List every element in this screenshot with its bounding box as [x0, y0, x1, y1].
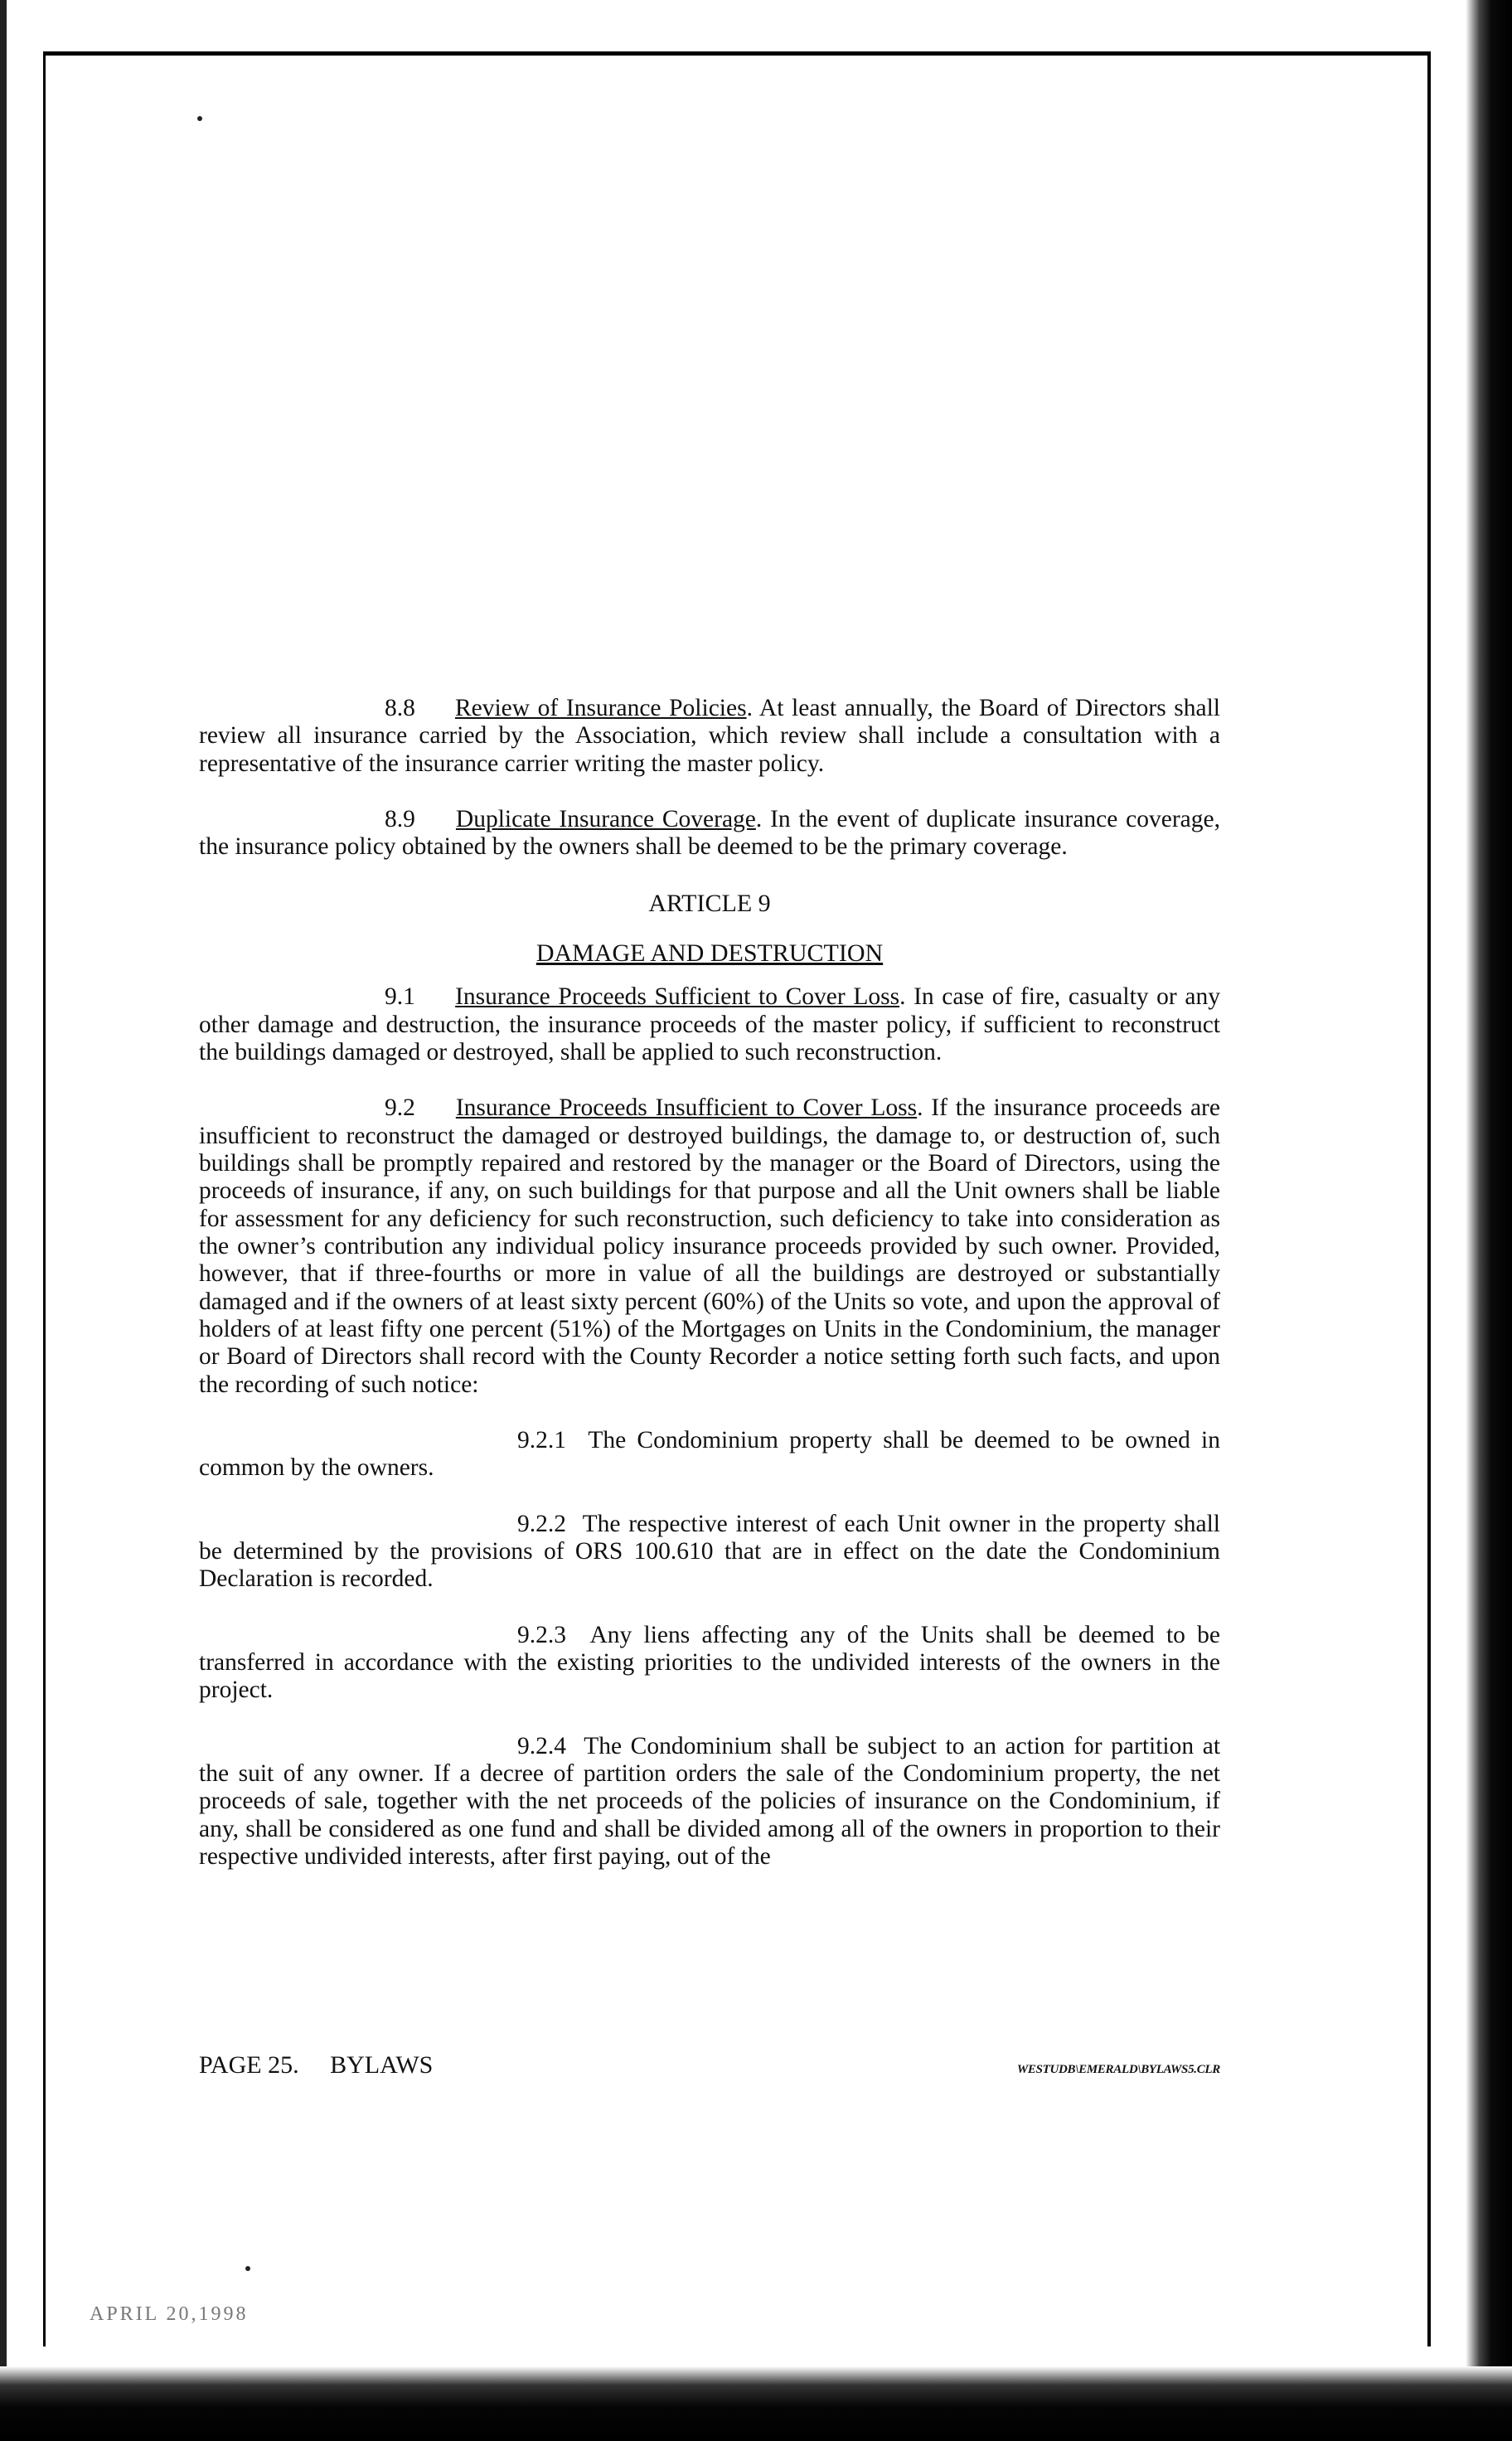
- article-title: DAMAGE AND DESTRUCTION: [536, 939, 884, 967]
- section-text: Any liens affecting any of the Units shall be deemed to be transferred in accordance with the existing priorities to the undivided interests of the owners in the project.: [199, 1621, 1221, 1704]
- section-9-1: [199, 983, 1220, 1066]
- article-number: ARTICLE 9: [648, 889, 771, 917]
- page-number: PAGE 25.: [199, 2051, 299, 2079]
- section-number: 9.2.4: [517, 1732, 566, 1759]
- section-text: The Condominium property shall be deemed to be owned in common by the owners.: [199, 1427, 1220, 1482]
- section-number: 9.2.2: [517, 1510, 566, 1537]
- section-number: 8.8: [385, 695, 415, 721]
- document-name: BYLAWS: [330, 2051, 434, 2079]
- section-title: Insurance Proceeds Sufficient to Cover Loss: [455, 983, 900, 1011]
- footer-page-label: [199, 2051, 433, 2079]
- section-9-2: [199, 1094, 1220, 1399]
- section-9-2-3: [199, 1622, 1220, 1705]
- section-text: . If the insurance proceeds are insufficient to reconstruct the damaged or destroyed buildings, the damage to, or destruction of, such buildings shall be promptly repaired and restored by the manager or the Board of Directors, using the proceeds of insurance, if any, on such buildings for that purpose and all the Unit owners shall be liable for assessment for any deficiency for such reconstruction, such deficiency to take into consideration as the owner’s contribution any individual policy insurance proceeds provided by such owner. Provided, however, that if three-fourths or more in value of all the buildings are destroyed or substantially damaged and if the owners of at least sixty percent (60%) of the Units so vote, and upon the approval of holders of at least fifty one percent (51%) of the Mortgages on Units in the Condominium, the manager or Board of Directors shall record with the County Recorder a notice setting forth such facts, and upon the recording of such notice:: [199, 1094, 1220, 1398]
- date-stamp: APRIL 20,1998: [90, 2303, 249, 2325]
- section-text: The respective interest of each Unit owner in the property shall be determined by the provisions of ORS 100.610 that are in effect on the date the Condominium Declaration is recorded.: [199, 1510, 1220, 1593]
- scan-bottom-edge: [0, 2366, 1512, 2441]
- document-body: [199, 695, 1220, 1899]
- section-number: 9.2: [385, 1094, 415, 1122]
- section-8-9: [199, 806, 1220, 861]
- section-number: 9.2.1: [517, 1427, 566, 1454]
- scan-left-edge: [0, 0, 7, 2441]
- section-text: . In the event of duplicate insurance coverage, the insurance policy obtained by the owners shall be deemed to be the primary coverage.: [199, 805, 1220, 861]
- section-text: . In case of fire, casualty or any other damage and destruction, the insurance proceeds of the master policy, if sufficient to reconstruct the buildings damaged or destroyed, shall be applied to such reconstruction.: [199, 983, 1221, 1066]
- scan-speck: [245, 2266, 250, 2271]
- section-title: Duplicate Insurance Coverage: [455, 805, 756, 832]
- section-8-8: [199, 695, 1220, 778]
- section-number: 8.9: [385, 805, 415, 832]
- scan-speck: [197, 116, 202, 121]
- section-9-2-2: [199, 1511, 1220, 1594]
- section-9-2-1: [199, 1427, 1220, 1483]
- file-path: WESTUDB\EMERALD\BYLAWS5.CLR: [1016, 2063, 1220, 2076]
- section-title: Insurance Proceeds Insufficient to Cover Loss: [455, 1094, 918, 1122]
- section-9-2-4: [199, 1733, 1220, 1871]
- section-number: 9.2.3: [517, 1621, 566, 1648]
- section-number: 9.1: [385, 983, 415, 1011]
- scan-right-edge: [1466, 0, 1512, 2441]
- section-title: Review of Insurance Policies: [454, 695, 747, 721]
- section-text: The Condominium shall be subject to an action for partition at the suit of any owner. If a decree of partition orders the sale of the Condominium property, the net proceeds of sale, together with the net proceeds of the policies of insurance on the Condominium, if any, shall be considered as one fund and shall be divided among all of the owners in proportion to their respective undivided interests, after first paying, out of the: [199, 1732, 1221, 1870]
- section-text: . At least annually, the Board of Directors shall review all insurance carried by the Association, which review shall include a consultation with a representative of the insurance carrier writing the master policy.: [199, 695, 1221, 777]
- page-footer: [199, 2051, 1220, 2084]
